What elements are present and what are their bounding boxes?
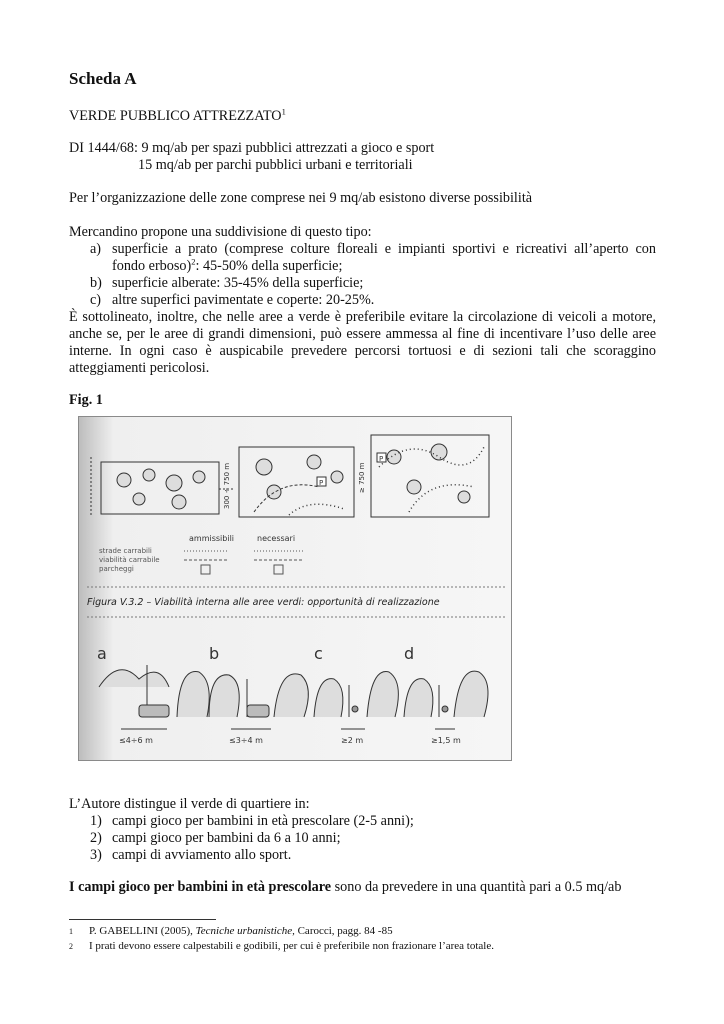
list-marker: c) (90, 292, 102, 308)
list-item-3: campi di avviamento allo sport. (112, 847, 292, 863)
footnote-ref-1[interactable]: 1 (281, 106, 286, 117)
list-item-2: campi gioco per bambini da 6 a 10 anni; (112, 830, 341, 846)
figure-1 (78, 416, 512, 761)
final-paragraph-rest: sono da prevedere in una quantità pari a 0.5 mq/ab (331, 879, 622, 895)
section-width: ≥1,5 m (431, 736, 461, 745)
section-title (69, 108, 286, 125)
legend-row: viabilità carrabile (99, 556, 160, 564)
list-marker: 3) (90, 847, 102, 863)
section-letter: a (97, 644, 107, 663)
figure-caption: Figura V.3.2 – Viabilità interna alle aree verdi: opportunità di realizzazione (87, 597, 440, 608)
footnote-title: Tecniche urbanistiche, (195, 925, 295, 937)
section-title-text: VERDE PUBBLICO ATTREZZATO (69, 108, 282, 124)
page-heading: Scheda A (69, 69, 137, 88)
footnote-text: Carocci, pagg. 84 -85 (294, 925, 393, 937)
list-item-a-value: : 45-50% della superficie; (195, 258, 343, 274)
author-paragraph: L’Autore distingue il verde di quartiere in: (69, 796, 310, 812)
legend-col-necessary: necessari (257, 534, 296, 543)
legend-row: strade carrabili (99, 547, 152, 555)
legend-col-admissible: ammissibili (189, 534, 235, 543)
section-width: ≥2 m (341, 736, 364, 745)
section-width: ≤3÷4 m (229, 736, 263, 745)
parking-symbol: P (379, 455, 384, 463)
footnote-text: P. GABELLINI (2005), (89, 925, 196, 937)
list-item-a-text: fondo erboso) (112, 258, 192, 274)
section-letter: c (314, 644, 323, 663)
final-paragraph-bold: I campi gioco per bambini in età prescolare (69, 879, 332, 895)
footnote-ref-2[interactable]: 2 (191, 256, 196, 267)
footnote-1 (69, 925, 393, 938)
list-marker: a) (90, 241, 102, 257)
legend-row: parcheggi (99, 565, 134, 573)
section-letter: b (209, 644, 220, 663)
final-paragraph (69, 879, 621, 896)
section-width: ≤4÷6 m (119, 736, 153, 745)
section-letter: d (404, 644, 415, 663)
footnote-text: I prati devono essere calpestabili e godibili, per cui è preferibile non frazionare l’area totale. (89, 940, 494, 952)
list-item-1: campi gioco per bambini in età prescolare (2-5 anni); (112, 813, 414, 829)
list-marker: 1) (90, 813, 102, 829)
list-item-b: superficie alberate: 35-45% della superficie; (112, 275, 364, 291)
figure-drawing (79, 417, 511, 760)
figure-label: Fig. 1 (69, 392, 103, 408)
underline-paragraph: È sottolineato, inoltre, che nelle aree a verde è preferibile evitare la circolazione di veicoli a motore, anche se, per le aree di grandi dimensioni, può essere ammessa al fine di incentivare l’uso delle aree interne. In ogni caso è auspicabile prevedere percorsi tortuosi e di sezioni tali che scoraggino atteggiamenti pericolosi. (69, 309, 656, 376)
di-line-1: DI 1444/68: 9 mq/ab per spazi pubblici attrezzati a gioco e sport (69, 140, 435, 156)
di-line-2: 15 mq/ab per parchi pubblici urbani e territoriali (138, 157, 413, 173)
parking-symbol: P (319, 479, 324, 487)
list-marker: b) (90, 275, 102, 291)
footnote-2 (69, 940, 494, 953)
mercandino-intro: Mercandino propone una suddivisione di questo tipo: (69, 224, 372, 240)
list-item-a-line1: superficie a prato (comprese colture floreali e impianti sportivi e ricreativi all’aperto con (112, 241, 656, 257)
footnote-separator (69, 919, 216, 920)
footnote-number: 2 (69, 942, 73, 951)
organization-paragraph: Per l’organizzazione delle zone comprese nei 9 mq/ab esistono diverse possibilità (69, 190, 533, 206)
footnote-number: 1 (69, 927, 73, 936)
dimension-label: ≥ 750 m (358, 462, 366, 493)
list-marker: 2) (90, 830, 102, 846)
list-item-a-line2 (112, 258, 342, 275)
dimension-label: 300 ÷ 750 m (223, 462, 231, 509)
list-item-c: altre superfici pavimentate e coperte: 20-25%. (112, 292, 375, 308)
